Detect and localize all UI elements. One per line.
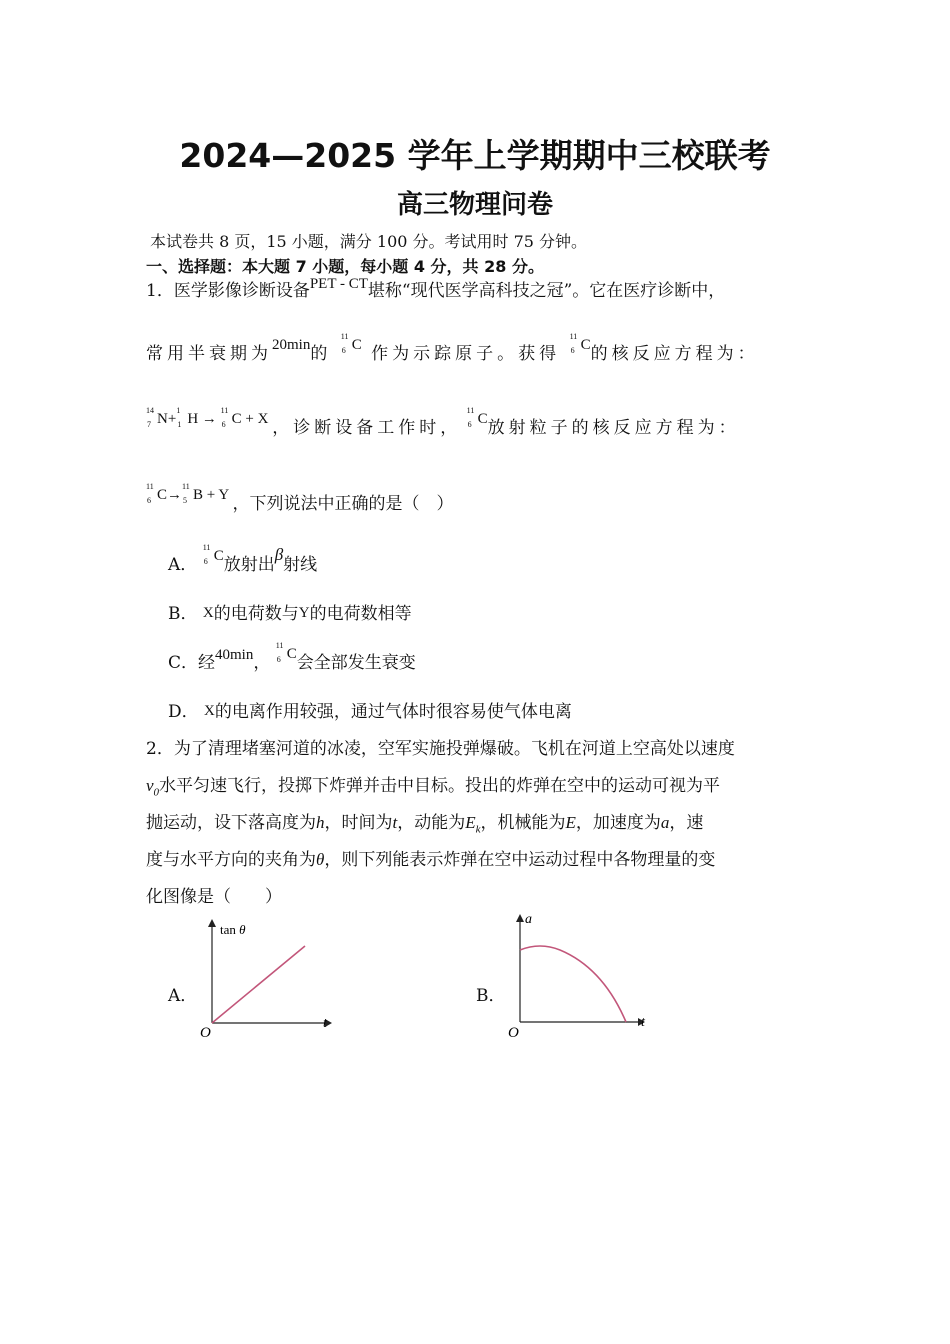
graph-b[interactable]: [503, 910, 653, 1045]
plus-sign: +: [167, 411, 177, 427]
option-text: 的电离作用较强，通过气体时很容易使气体电离: [214, 702, 572, 722]
element-symbol: C: [213, 548, 224, 564]
q2-text: 抛运动，设下落高度为: [146, 813, 316, 833]
graph-a[interactable]: [195, 915, 335, 1045]
velocity-subscript: 0: [153, 786, 160, 799]
charge-number: 5: [183, 496, 188, 505]
nuclide-c11: [146, 482, 168, 505]
graph-a-ylabel: [220, 922, 246, 937]
charge-number: 6: [221, 420, 226, 429]
arrow: →: [167, 487, 183, 503]
y-axis-arrow-icon: [208, 919, 216, 927]
symbol-x: X: [204, 703, 215, 719]
element-symbol: C: [157, 487, 168, 503]
charge-number: 6: [203, 557, 208, 566]
graph-b-xlabel: t: [641, 1015, 645, 1030]
q1-text: ，诊断设备工作时，: [272, 418, 462, 438]
kinetic-energy-symbol: E: [465, 813, 476, 832]
option-text: ，: [253, 653, 271, 673]
q2-text: ，加速度为: [575, 813, 661, 833]
mass-number: 11: [202, 543, 211, 552]
beta-symbol: β: [274, 545, 284, 564]
q2-option-b-label[interactable]: B．: [476, 986, 506, 1006]
q1-line4: [146, 482, 454, 514]
q1-halflife: 20min: [272, 337, 311, 353]
option-label: A．: [168, 555, 198, 575]
option-text: 放射出: [223, 555, 275, 575]
graph-a-xlabel: t: [323, 1016, 327, 1031]
option-text: 的电荷数相等: [309, 604, 412, 624]
q2-text: 化图像是（ ）: [146, 887, 282, 907]
q1-text: 放射粒子的核反应方程为：: [487, 418, 740, 438]
element-symbol: C: [231, 411, 242, 427]
graph-a-origin: O: [200, 1025, 211, 1041]
q2-text: ，速: [669, 813, 704, 833]
height-symbol: h: [316, 813, 325, 832]
nuclide-h1: [176, 406, 199, 429]
ylabel-variable: θ: [239, 922, 246, 937]
velocity-symbol: v: [146, 776, 154, 795]
kinetic-subscript: k: [475, 823, 481, 836]
q2-number: 2．: [146, 739, 174, 759]
option-text: 射线: [283, 555, 318, 575]
charge-number: 6: [570, 346, 575, 355]
charge-number: 6: [147, 496, 151, 505]
element-symbol: C: [477, 411, 488, 427]
q1-text: 作为示踪原子。获得: [371, 344, 561, 364]
q2-text: ，时间为: [324, 813, 393, 833]
nuclide-c11: [275, 641, 297, 664]
charge-number: 1: [177, 420, 182, 429]
q2-text: 水平匀速飞行，投掷下炸弹并击中目标。投出的炸弹在空中的运动可视为平: [159, 776, 721, 796]
element-symbol: H: [187, 411, 199, 427]
q1-text: 的: [310, 344, 332, 364]
q1-option-d[interactable]: [168, 697, 572, 722]
option-text: 经: [198, 653, 216, 673]
product-x: + X: [245, 411, 269, 427]
mass-number: 11: [146, 482, 154, 491]
mass-number: 11: [182, 482, 190, 491]
charge-number: 7: [147, 420, 151, 429]
q1-reaction-2: [146, 482, 232, 505]
mass-number: 11: [340, 332, 349, 341]
mass-number: 11: [569, 332, 578, 341]
graph-b-curve: [520, 946, 626, 1022]
symbol-y: Y: [298, 605, 310, 621]
q1-line3: [146, 406, 740, 438]
nuclide-c11: [569, 332, 591, 355]
symbol-x: X: [202, 605, 214, 621]
option-label: D．: [168, 702, 199, 722]
q1-reaction-1: [146, 406, 272, 429]
graph-b-ylabel: a: [525, 912, 532, 927]
q2-line2: [146, 771, 720, 798]
q1-option-a[interactable]: [168, 543, 318, 575]
q1-text: 的核反应方程为：: [590, 344, 759, 364]
duration: 40min: [215, 647, 254, 663]
charge-number: 6: [467, 420, 472, 429]
time-symbol: t: [392, 813, 398, 832]
exam-subtitle: 高三物理问卷: [396, 190, 553, 220]
q2-line1: [146, 734, 735, 759]
exam-intro: 本试卷共 8 页，15 小题，满分 100 分。考试用时 75 分钟。: [150, 232, 588, 251]
q2-line3: [146, 808, 703, 835]
charge-number: 6: [276, 655, 281, 664]
q2-text: ，动能为: [397, 813, 466, 833]
q2-line5: [146, 882, 282, 907]
q2-text: 度与水平方向的夹角为: [146, 850, 316, 870]
nuclide-c11: [340, 332, 362, 355]
mass-number: 1: [176, 406, 181, 415]
element-symbol: B: [193, 487, 204, 503]
q2-option-a-label[interactable]: A．: [168, 986, 198, 1006]
q1-text: 堪称“现代医学高科技之冠”。它在医疗诊断中，: [367, 281, 726, 301]
q1-device: PET - CT: [309, 276, 368, 292]
q2-text: 为了清理堵塞河道的冰凌，空军实施投弹爆破。飞机在河道上空高处以速度: [173, 739, 735, 759]
mass-number: 11: [466, 406, 475, 415]
mass-number: 14: [146, 406, 154, 415]
ylabel-function: tan: [220, 922, 236, 937]
graph-a-line: [212, 946, 305, 1023]
mass-number: 11: [220, 406, 229, 415]
option-label: C．: [168, 653, 199, 673]
option-text: 的电荷数与: [213, 604, 299, 624]
q1-line1: [146, 276, 725, 301]
q1-text: 医学影像诊断设备: [173, 281, 310, 301]
nuclide-n14: [146, 406, 168, 429]
q2-text: ，则下列能表示炸弹在空中运动过程中各物理量的变: [324, 850, 716, 870]
element-symbol: N: [157, 411, 168, 427]
mechanical-energy-symbol: E: [565, 813, 576, 832]
mass-number: 11: [275, 641, 284, 650]
product-y: + Y: [206, 487, 229, 503]
section-heading: 一、选择题：本大题 7 小题，每小题 4 分，共 28 分。: [146, 257, 544, 276]
nuclide-b11: [182, 482, 204, 505]
arrow: →: [201, 411, 217, 427]
y-axis-arrow-icon: [516, 914, 524, 922]
nuclide-c11: [202, 543, 224, 566]
element-symbol: C: [286, 646, 297, 662]
q1-text: ，下列说法中正确的是（ ）: [232, 494, 454, 514]
q1-option-c[interactable]: [168, 641, 416, 673]
q2-text: ，机械能为: [480, 813, 566, 833]
charge-number: 6: [341, 346, 346, 355]
theta-symbol: θ: [316, 850, 325, 869]
q1-number: 1．: [146, 281, 174, 301]
element-symbol: C: [351, 337, 362, 353]
option-text: 会全部发生衰变: [296, 653, 416, 673]
nuclide-c11: [220, 406, 242, 429]
q1-line2: [146, 332, 759, 364]
element-symbol: C: [580, 337, 591, 353]
exam-title: 2024—2025 学年上学期期中三校联考: [179, 136, 771, 175]
nuclide-c11: [466, 406, 488, 429]
q2-line4: [146, 845, 715, 870]
q1-option-b[interactable]: [168, 599, 412, 624]
option-label: B．: [168, 604, 198, 624]
q1-text: 常用半衰期为: [146, 344, 272, 364]
graph-b-origin: O: [508, 1025, 519, 1041]
acceleration-symbol: a: [660, 813, 670, 832]
